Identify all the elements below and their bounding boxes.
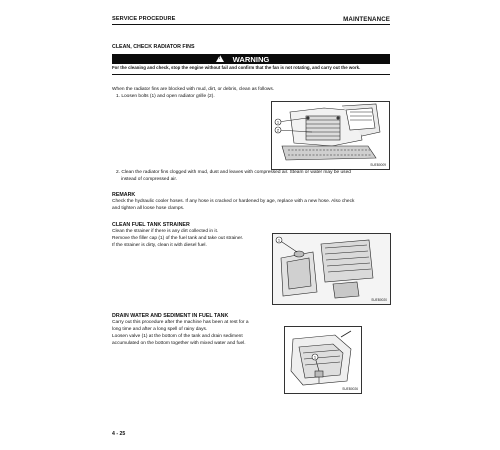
warning-rule: [112, 74, 390, 75]
remark-line-1: Check the hydraulic cooler hoses. If any hose is cracked or hardened by age, replace with a new hose. Also check: [112, 199, 355, 204]
radiator-intro: When the radiator fins are blocked with mud, dirt, or debris, clean as follows.: [112, 87, 275, 92]
radiator-figure-code: SUEB0009: [370, 163, 386, 167]
page-number: 4 - 25: [112, 431, 126, 437]
header-chapter-label: MAINTENANCE: [343, 15, 390, 23]
strainer-line-2: Remove the filler cap (1) of the fuel tank and take out strainer.: [112, 236, 244, 241]
warning-banner: [112, 54, 390, 64]
drain-heading: DRAIN WATER AND SEDIMENT IN FUEL TANK: [112, 313, 229, 319]
radiator-callout-2: 2: [276, 127, 280, 133]
strainer-callout-1: 1: [277, 237, 281, 243]
header-rule: [112, 24, 390, 25]
warning-text: For the cleaning and check, stop the engine without fail and confirm that the fan is not rotating, and carry out the work.: [112, 65, 361, 70]
strainer-heading: CLEAN FUEL TANK STRAINER: [112, 222, 190, 228]
drain-callout-1: 1: [313, 354, 317, 360]
radiator-illustration: [272, 102, 389, 169]
strainer-figure: [272, 233, 391, 305]
section-title-radiator: CLEAN, CHECK RADIATOR FINS: [112, 44, 195, 50]
header-section-label: SERVICE PROCEDURE: [112, 16, 176, 22]
radiator-step-2-line-1: 2. Clean the radiator fins clogged with mud, dust and leaves with compressed air. Steam or water may be used: [116, 170, 351, 175]
radiator-callout-1: 1: [276, 119, 280, 125]
drain-figure: [284, 326, 362, 394]
remark-line-2: and tighten all loose hose clamps.: [112, 206, 185, 211]
drain-figure-code: SUEB0026: [342, 387, 358, 391]
radiator-figure: [271, 101, 390, 170]
drain-line-2: long time and after a long spell of rainy days.: [112, 327, 208, 332]
warning-title: WARNING: [232, 54, 270, 64]
strainer-line-1: Clean the strainer if there is any dirt collected in it.: [112, 229, 219, 234]
drain-line-4: accumulated on the bottom together with mixed water and fuel.: [112, 341, 246, 346]
strainer-illustration: [273, 234, 390, 304]
radiator-step-1: 1. Loosen bolts (1) and open radiator grille (2).: [116, 94, 215, 99]
strainer-line-3: If the strainer is dirty, clean it with diesel fuel.: [112, 243, 207, 248]
strainer-figure-code: SUEB0020: [371, 298, 387, 302]
drain-line-1: Carry out this procedure after the machine has been at rest for a: [112, 320, 249, 325]
drain-illustration: [285, 327, 361, 393]
radiator-step-2-line-2: instead of compressed air.: [121, 177, 177, 182]
warning-triangle-icon: !: [216, 55, 224, 62]
remark-heading: REMARK: [112, 192, 136, 198]
drain-line-3: Loosen valve (1) at the bottom of the tank and drain sediment: [112, 334, 243, 339]
